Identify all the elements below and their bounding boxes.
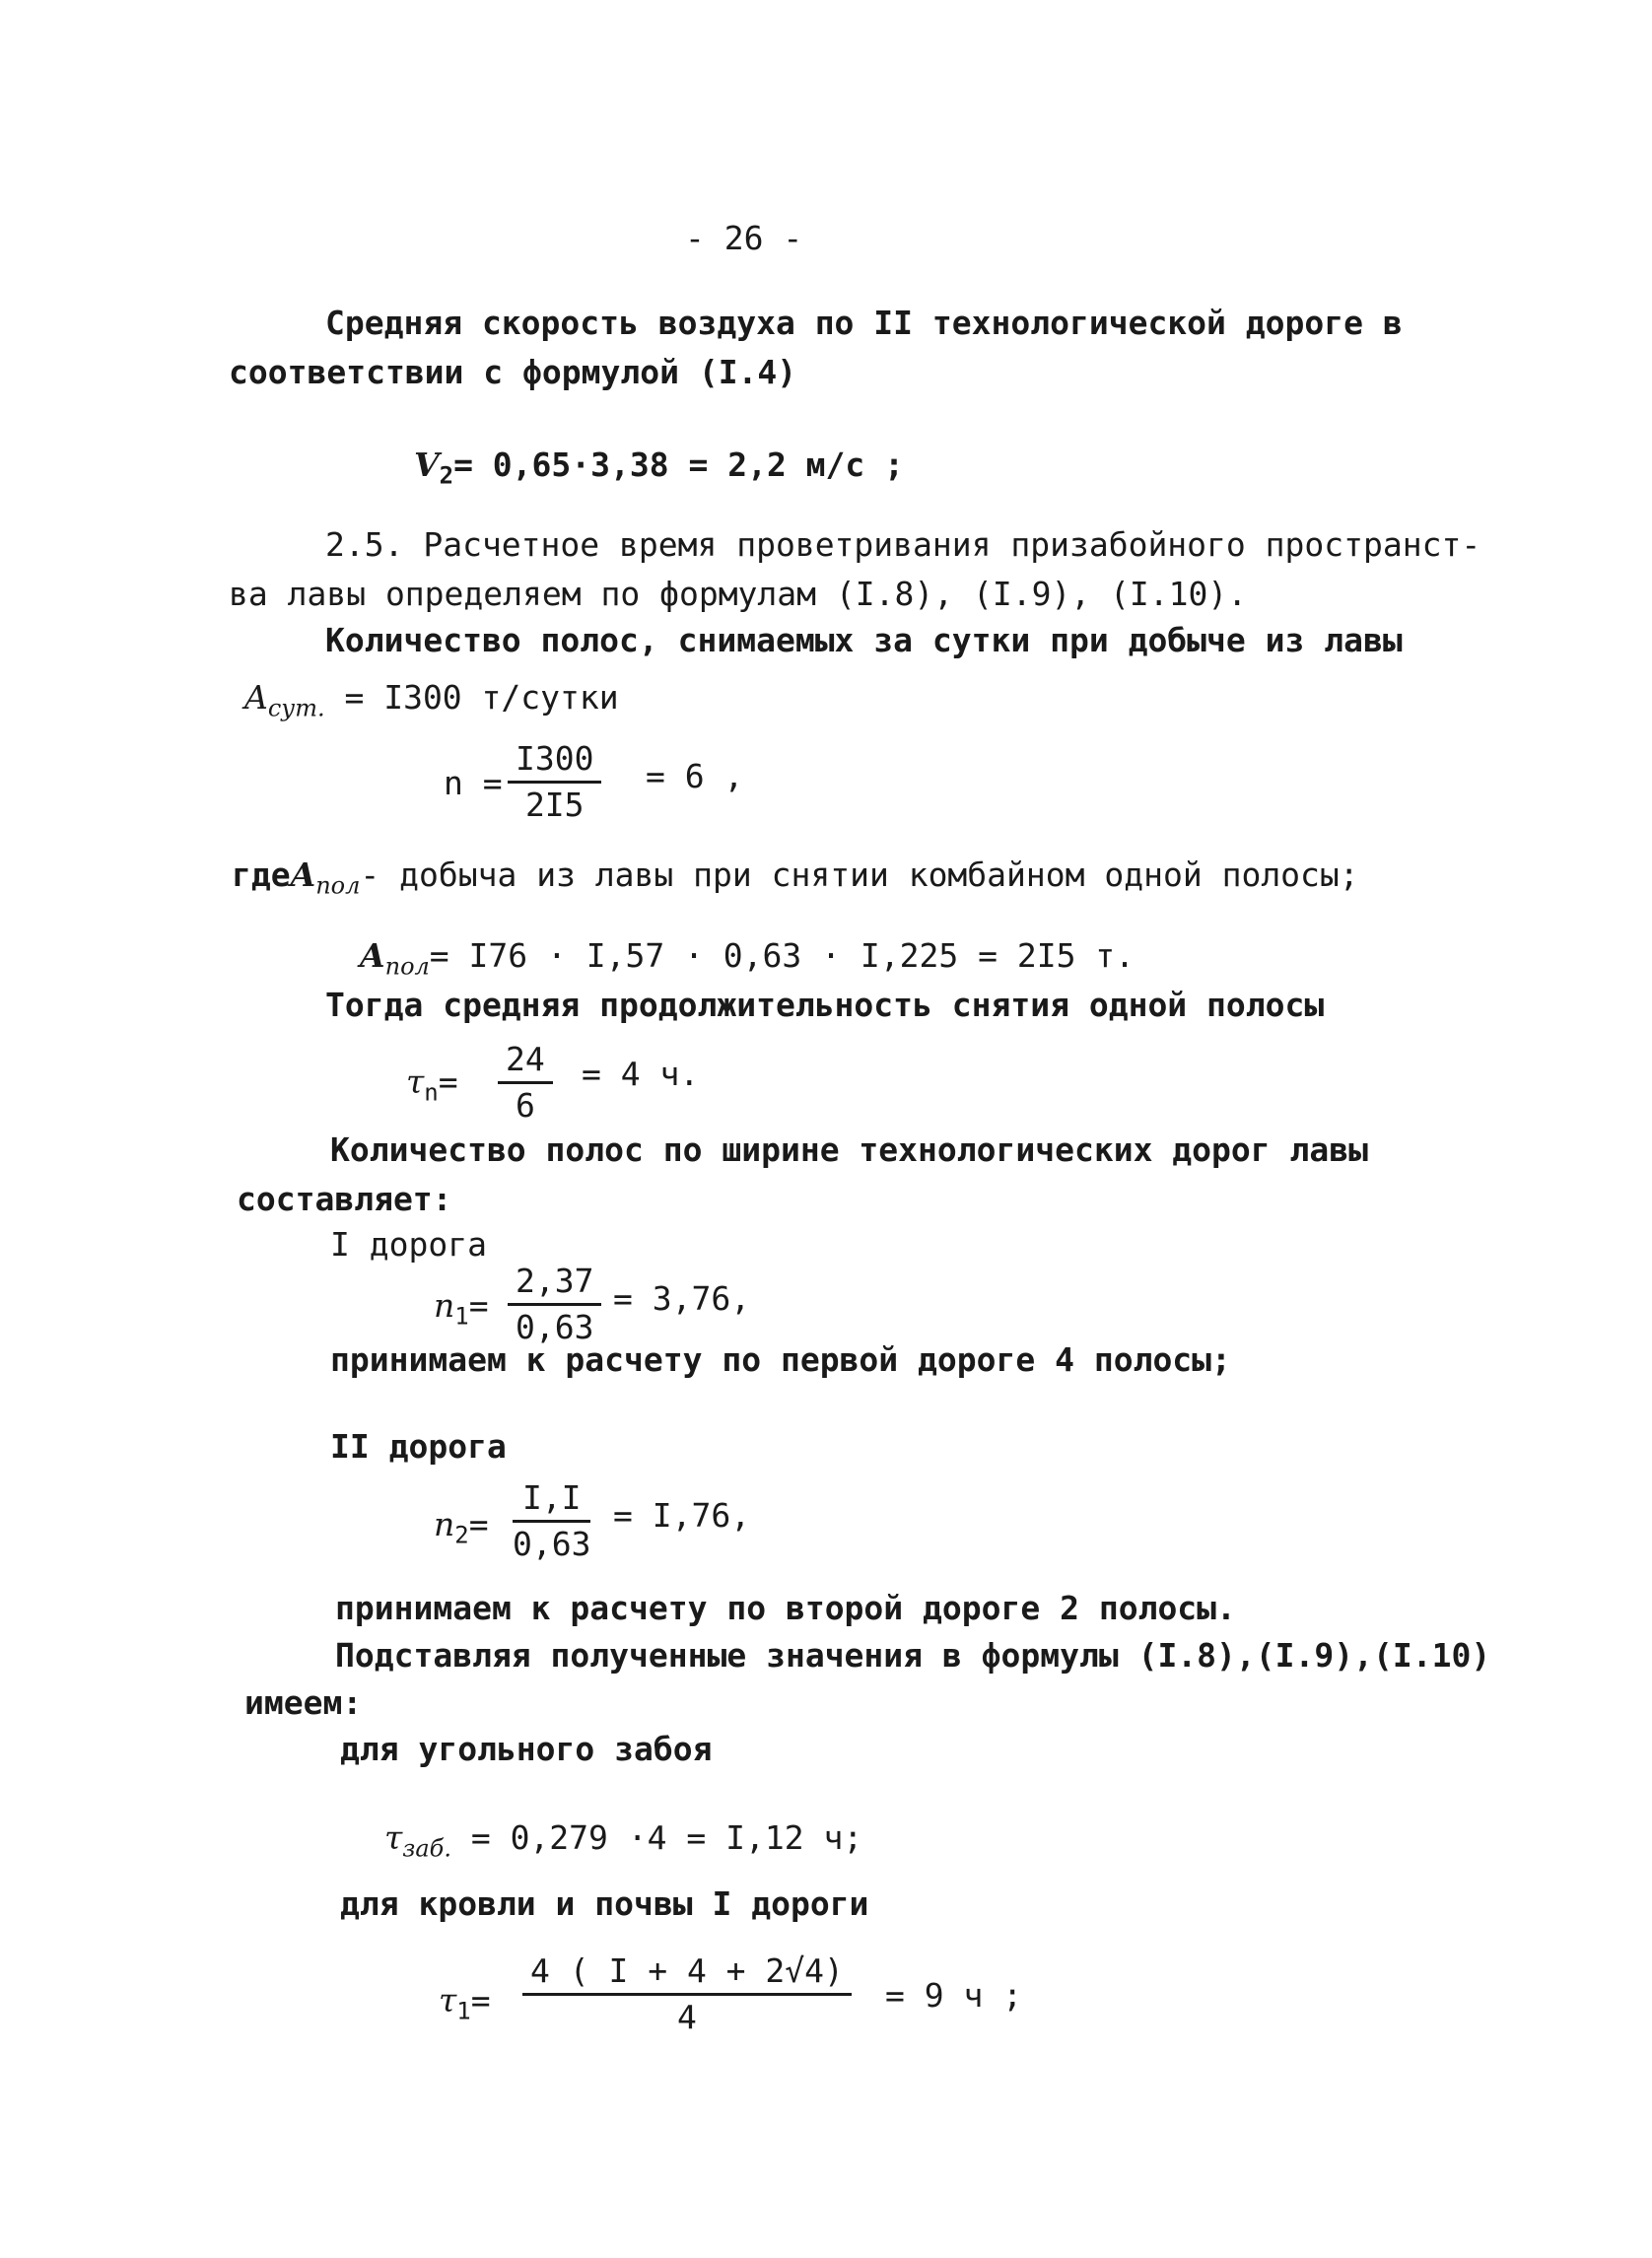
fraction-denominator: 0,63 (516, 1307, 594, 1346)
equation-text: = (438, 1062, 458, 1101)
paragraph-line (232, 855, 1359, 900)
equation-subscript: сут. (267, 694, 325, 722)
equation-t1 (439, 1981, 491, 2025)
equation-subscript: пол (384, 952, 430, 981)
paragraph-line: имеем: (244, 1683, 363, 1722)
equation-fraction (513, 1478, 590, 1563)
equation-tzab (384, 1818, 862, 1863)
equation-text: = 6 , (646, 757, 744, 795)
paragraph-line: Количество полос по ширине технологических дорог лавы (330, 1130, 1368, 1169)
paragraph-line: ва лавы определяем по формулам (I.8), (I.9), (I.10). (229, 575, 1248, 613)
equation-text: = (468, 1505, 489, 1543)
paragraph-line: соответствии с формулой (I.4) (229, 353, 797, 391)
equation-symbol: τ (384, 1818, 403, 1857)
equation-subscript: 2 (454, 1521, 469, 1549)
equation-fraction (522, 1951, 852, 2036)
paragraph-line: Тогда средняя продолжительность снятия одной полосы (325, 986, 1325, 1024)
equation-subscript: заб. (402, 1834, 451, 1863)
equation-text: = 0,65·3,38 = 2,2 м/с ; (453, 445, 905, 484)
equation-symbol: A (244, 678, 268, 717)
equation-symbol: n (434, 1286, 455, 1325)
paragraph-line: составляет: (237, 1180, 452, 1218)
road-label: I дорога (330, 1225, 487, 1264)
equation-text: = I76 · I,57 · 0,63 · I,225 = 2I5 т. (429, 936, 1136, 975)
equation-text: = 9 ч ; (885, 1976, 1023, 2015)
paragraph-line: 2.5. Расчетное время проветривания призабойного пространст- (325, 525, 1481, 564)
equation-a-sut (244, 678, 619, 722)
paragraph-line: Количество полос, снимаемых за сутки при добыче из лавы (325, 621, 1403, 659)
equation-text: = 0,279 ·4 = I,12 ч; (470, 1818, 863, 1857)
equation-v2 (414, 445, 904, 490)
equation-fraction (508, 1262, 601, 1346)
equation-symbol: V (414, 445, 440, 484)
paragraph-line: для угольного забоя (340, 1730, 713, 1768)
fraction-numerator: 2,37 (508, 1262, 601, 1306)
fraction-numerator: 4 ( I + 4 + 2√4) (522, 1951, 852, 1996)
equation-n1 (434, 1286, 489, 1331)
road-label: II дорога (330, 1427, 507, 1466)
equation-symbol: A (360, 936, 385, 975)
equation-text: = I300 т/сутки (344, 678, 619, 717)
equation-symbol: τ (439, 1981, 457, 2019)
text-prefix: где (232, 855, 291, 894)
equation-text: = 3,76, (613, 1279, 751, 1318)
equation-a-pol (360, 936, 1135, 981)
fraction-numerator: I,I (513, 1478, 590, 1523)
paragraph-line: Средняя скорость воздуха по II технологической дороге в (325, 304, 1403, 342)
equation-text: = I,76, (613, 1496, 751, 1535)
fraction-denominator: 4 (677, 1997, 697, 2036)
equation-subscript: пол (315, 871, 361, 900)
paragraph-line: Подставляя полученные значения в формулы (I.8),(I.9),(I.10) (335, 1636, 1491, 1675)
equation-tn (406, 1062, 458, 1107)
paragraph-line: для кровли и почвы I дороги (340, 1884, 869, 1923)
equation-subscript: 2 (439, 461, 454, 490)
equation-fraction (498, 1040, 553, 1125)
fraction-numerator: I300 (508, 739, 601, 784)
fraction-numerator: 24 (498, 1040, 553, 1084)
equation-subscript: 1 (454, 1302, 469, 1331)
equation-symbol: A (290, 855, 316, 894)
equation-symbol: n (434, 1505, 455, 1543)
fraction-denominator: 6 (515, 1085, 535, 1125)
equation-text: = 4 ч. (582, 1055, 700, 1093)
page-number: - 26 - (685, 219, 803, 257)
paragraph-line: принимаем к расчету по первой дороге 4 полосы; (330, 1340, 1231, 1379)
equation-symbol: τ (406, 1062, 425, 1101)
fraction-denominator: 2I5 (524, 785, 585, 824)
equation-fraction (508, 739, 601, 824)
paragraph-line: принимаем к расчету по второй дороге 2 полосы. (335, 1589, 1236, 1627)
equation-text: - добыча из лавы при снятии комбайном одной полосы; (360, 855, 1359, 894)
equation-subscript: 1 (456, 1997, 471, 2025)
equation-text: = (470, 1981, 491, 2019)
equation-n2 (434, 1505, 489, 1549)
fraction-denominator: 0,63 (513, 1524, 591, 1563)
equation-subscript: n (424, 1078, 439, 1107)
equation-text: = (468, 1286, 489, 1325)
equation-text: n = (444, 764, 503, 802)
